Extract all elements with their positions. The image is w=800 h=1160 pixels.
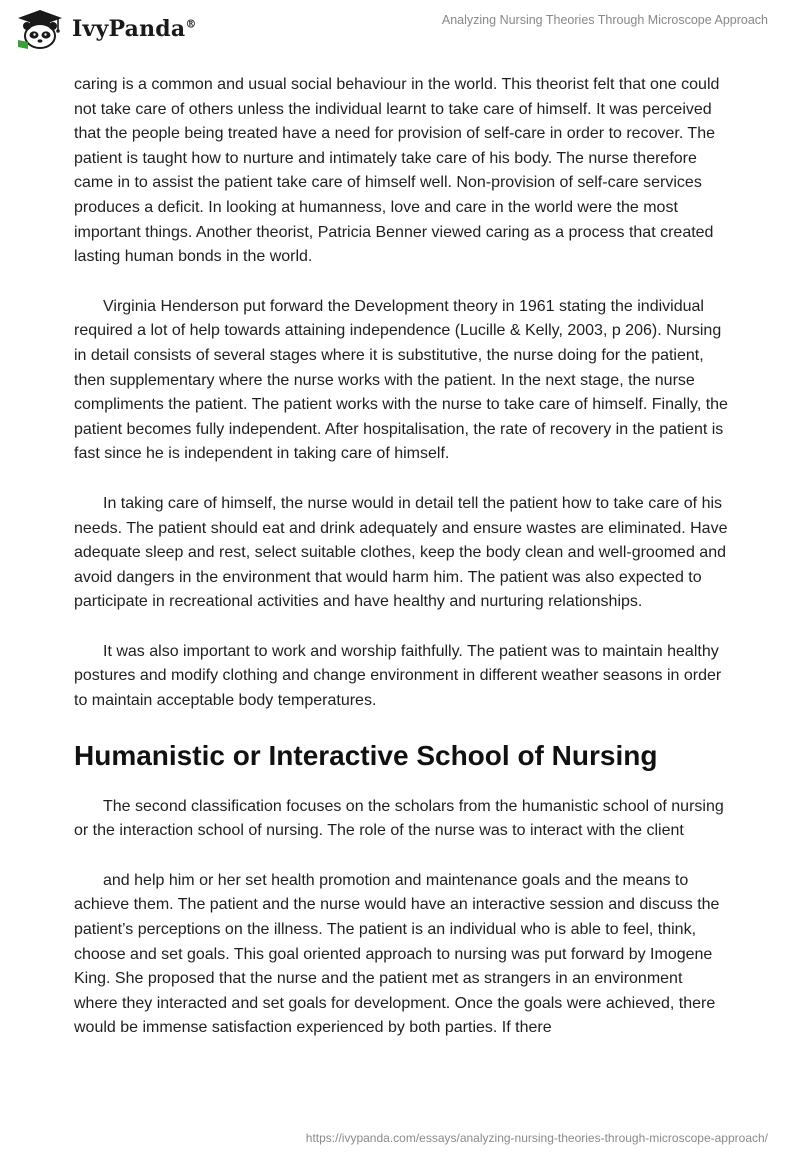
panda-graduate-icon (14, 8, 66, 50)
paragraph-1: caring is a common and usual social behaviour in the world. This theorist felt that one could not take care of others unless the individual learnt to take care of himself. It was perceived that the people being treated have a need for provision of self-care in order to recover. The patient is taught how to nurture and intimately take care of his body. The nurse therefore came in to assist the patient take care of himself well. Non-provision of self-care services produces a deficit. In looking at humanness, love and care in the world were the most important things. Another theorist, Patricia Benner viewed caring as a process that created lasting human bonds in the world. (74, 76, 720, 266)
paragraph-6: and help him or her set health promotion and maintenance goals and the means to achieve them. The patient and the nurse would have an interactive session and discuss the patient’s perceptions on the illness. The patient is an individual who is able to feel, think, choose and set goals. This goal oriented approach to nursing was put forward by Imogene King. She proposed that the nurse and the patient met as strangers in an environment where they interacted and set goals for development. Once the goals were achieved, there would be immense satisfaction experienced by both parties. If there (74, 871, 720, 1037)
paragraph-5: The second classification focuses on the scholars from the humanistic school of nursing or the interaction school of nursing. The role of the nurse was to interact with the client (74, 797, 724, 840)
source-url[interactable]: https://ivypanda.com/essays/analyzing-nursing-theories-through-microscope-approach/ (305, 1131, 768, 1145)
section-heading: Humanistic or Interactive School of Nursing (74, 739, 658, 771)
page-header (0, 0, 800, 60)
document-title: Analyzing Nursing Theories Through Microscope Approach (441, 13, 768, 27)
paragraph-4: It was also important to work and worship faithfully. The patient was to maintain healthy postures and modify clothing and change environment in different weather seasons in order to maintain acceptable body temperatures. (74, 642, 722, 710)
brand-name (72, 16, 197, 42)
registered-mark: ® (185, 17, 197, 31)
brand-text: IvyPanda (72, 16, 186, 42)
paragraph-3: In taking care of himself, the nurse would in detail tell the patient how to take care of his needs. The patient should eat and drink adequately and ensure wastes are eliminated. Have adequate sleep and rest, select suitable clothes, keep the body clean and well-groomed and avoid dangers in the environment that would harm him. The patient was also expected to participate in recreational activities and have healthy and nurturing relationships. (74, 494, 728, 611)
article-body (74, 73, 728, 1066)
logo[interactable] (14, 8, 197, 50)
paragraph-2: Virginia Henderson put forward the Development theory in 1961 stating the individual required a lot of help towards attaining independence (Lucille & Kelly, 2003, p 206). Nursing in detail consists of several stages where it is substitutive, the nurse doing for the patient, then supplementary where the nurse works with the patient. In the next stage, the nurse compliments the patient. The patient works with the nurse to take care of himself. Finally, the patient becomes fully independent. After hospitalisation, the rate of recovery in the patient is fast since he is independent in taking care of himself. (74, 297, 728, 463)
